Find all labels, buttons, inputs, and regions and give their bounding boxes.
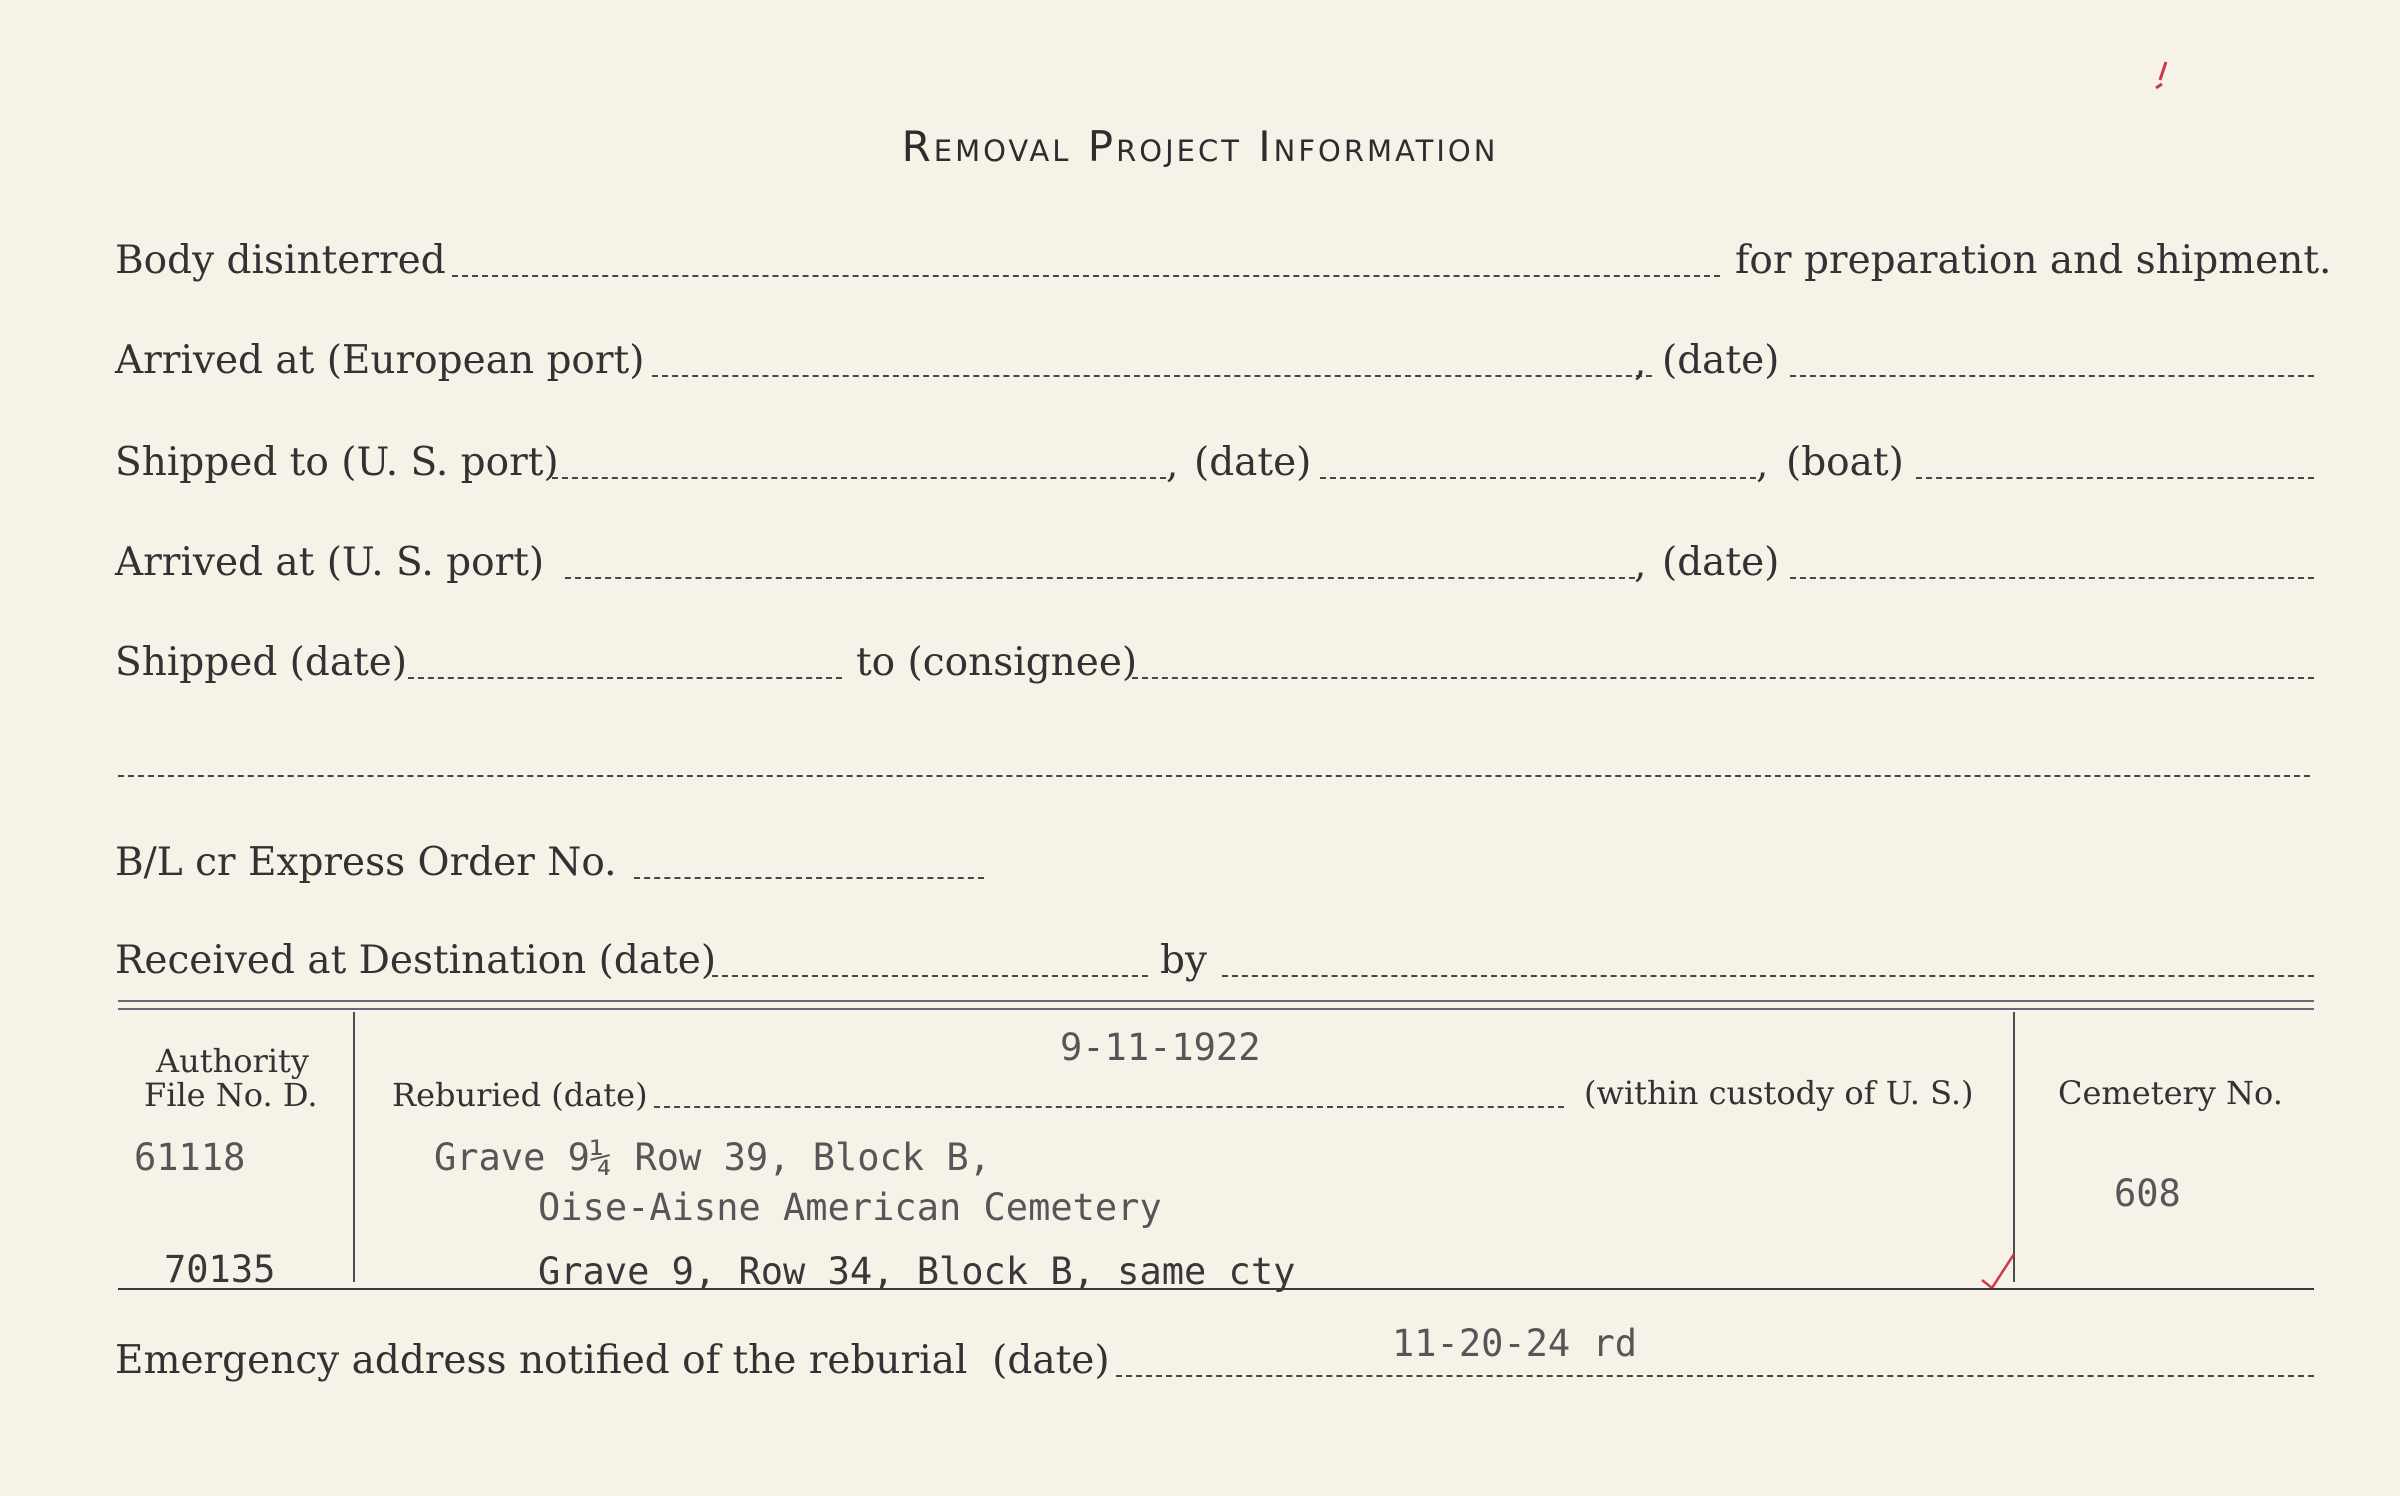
check-mark-icon xyxy=(1978,1248,2018,1288)
box-divider-right xyxy=(2013,1012,2015,1282)
received-by-field[interactable] xyxy=(1222,975,2314,977)
bl-order-label: B/L cr Express Order No. xyxy=(115,840,617,885)
file-no-label: File No. D. xyxy=(144,1076,318,1114)
shipped-to-us-date-field[interactable] xyxy=(1320,477,1756,479)
within-custody-label: (within custody of U. S.) xyxy=(1584,1074,1974,1112)
page-title: Removal Project Information xyxy=(901,122,1499,171)
body-disinterred-field[interactable] xyxy=(452,275,1720,277)
emergency-label: Emergency address notified of the reburial (date) xyxy=(115,1338,1110,1383)
by-label: by xyxy=(1160,938,1207,983)
arrived-us-field[interactable] xyxy=(565,577,1635,579)
grave-line-1: Grave 9¼ Row 39, Block B, xyxy=(434,1136,991,1179)
file-no-1: 61118 xyxy=(134,1136,246,1179)
arrived-us-date-field[interactable] xyxy=(1790,577,2314,579)
reburied-date-label: Reburied (date) xyxy=(392,1076,648,1114)
box-bottom-rule xyxy=(118,1288,2314,1290)
for-preparation-label: for preparation and shipment. xyxy=(1735,238,2332,283)
emergency-date-field[interactable] xyxy=(1116,1375,2314,1377)
box-top-rule-1 xyxy=(118,1000,2314,1002)
comma-1: , xyxy=(1634,340,1647,385)
grave-line-2: Oise-Aisne American Cemetery xyxy=(538,1186,1162,1229)
arrived-european-date-label: (date) xyxy=(1662,338,1780,383)
shipped-to-us-field[interactable] xyxy=(552,477,1166,479)
bl-order-field[interactable] xyxy=(634,877,984,879)
consignee-continuation-field[interactable] xyxy=(118,775,2310,777)
boat-label: (boat) xyxy=(1786,440,1904,485)
comma-2: , xyxy=(1166,442,1179,487)
cemetery-no-label: Cemetery No. xyxy=(2058,1074,2283,1112)
shipped-date-label: Shipped (date) xyxy=(115,640,408,685)
to-consignee-label: to (consignee) xyxy=(856,640,1138,685)
box-top-rule-2 xyxy=(118,1008,2314,1010)
reburied-date-value: 9-11-1922 xyxy=(1060,1026,1261,1069)
shipped-date-field[interactable] xyxy=(408,677,842,679)
reburied-date-field[interactable] xyxy=(654,1106,1564,1108)
boat-field[interactable] xyxy=(1916,477,2314,479)
comma-3: , xyxy=(1756,442,1769,487)
shipped-to-us-label: Shipped to (U. S. port) xyxy=(115,440,559,485)
body-disinterred-label: Body disinterred xyxy=(115,238,446,283)
red-ink-mark-icon xyxy=(2148,58,2178,98)
emergency-date-value: 11-20-24 rd xyxy=(1392,1322,1638,1365)
grave-line-3: Grave 9, Row 34, Block B, same cty xyxy=(538,1250,1296,1293)
arrived-us-label: Arrived at (U. S. port) xyxy=(115,540,545,585)
arrived-us-date-label: (date) xyxy=(1662,540,1780,585)
box-divider-left xyxy=(353,1012,355,1282)
cemetery-no-value: 608 xyxy=(2114,1172,2181,1215)
authority-label: Authority xyxy=(156,1042,309,1080)
arrived-european-label: Arrived at (European port) xyxy=(115,338,645,383)
comma-4: , xyxy=(1634,542,1647,587)
file-no-2: 70135 xyxy=(164,1248,276,1291)
consignee-field[interactable] xyxy=(1132,677,2314,679)
shipped-to-us-date-label: (date) xyxy=(1194,440,1312,485)
arrived-european-date-field[interactable] xyxy=(1790,375,2314,377)
received-destination-field[interactable] xyxy=(712,975,1148,977)
arrived-european-field[interactable] xyxy=(652,375,1652,377)
received-destination-label: Received at Destination (date) xyxy=(115,938,717,983)
